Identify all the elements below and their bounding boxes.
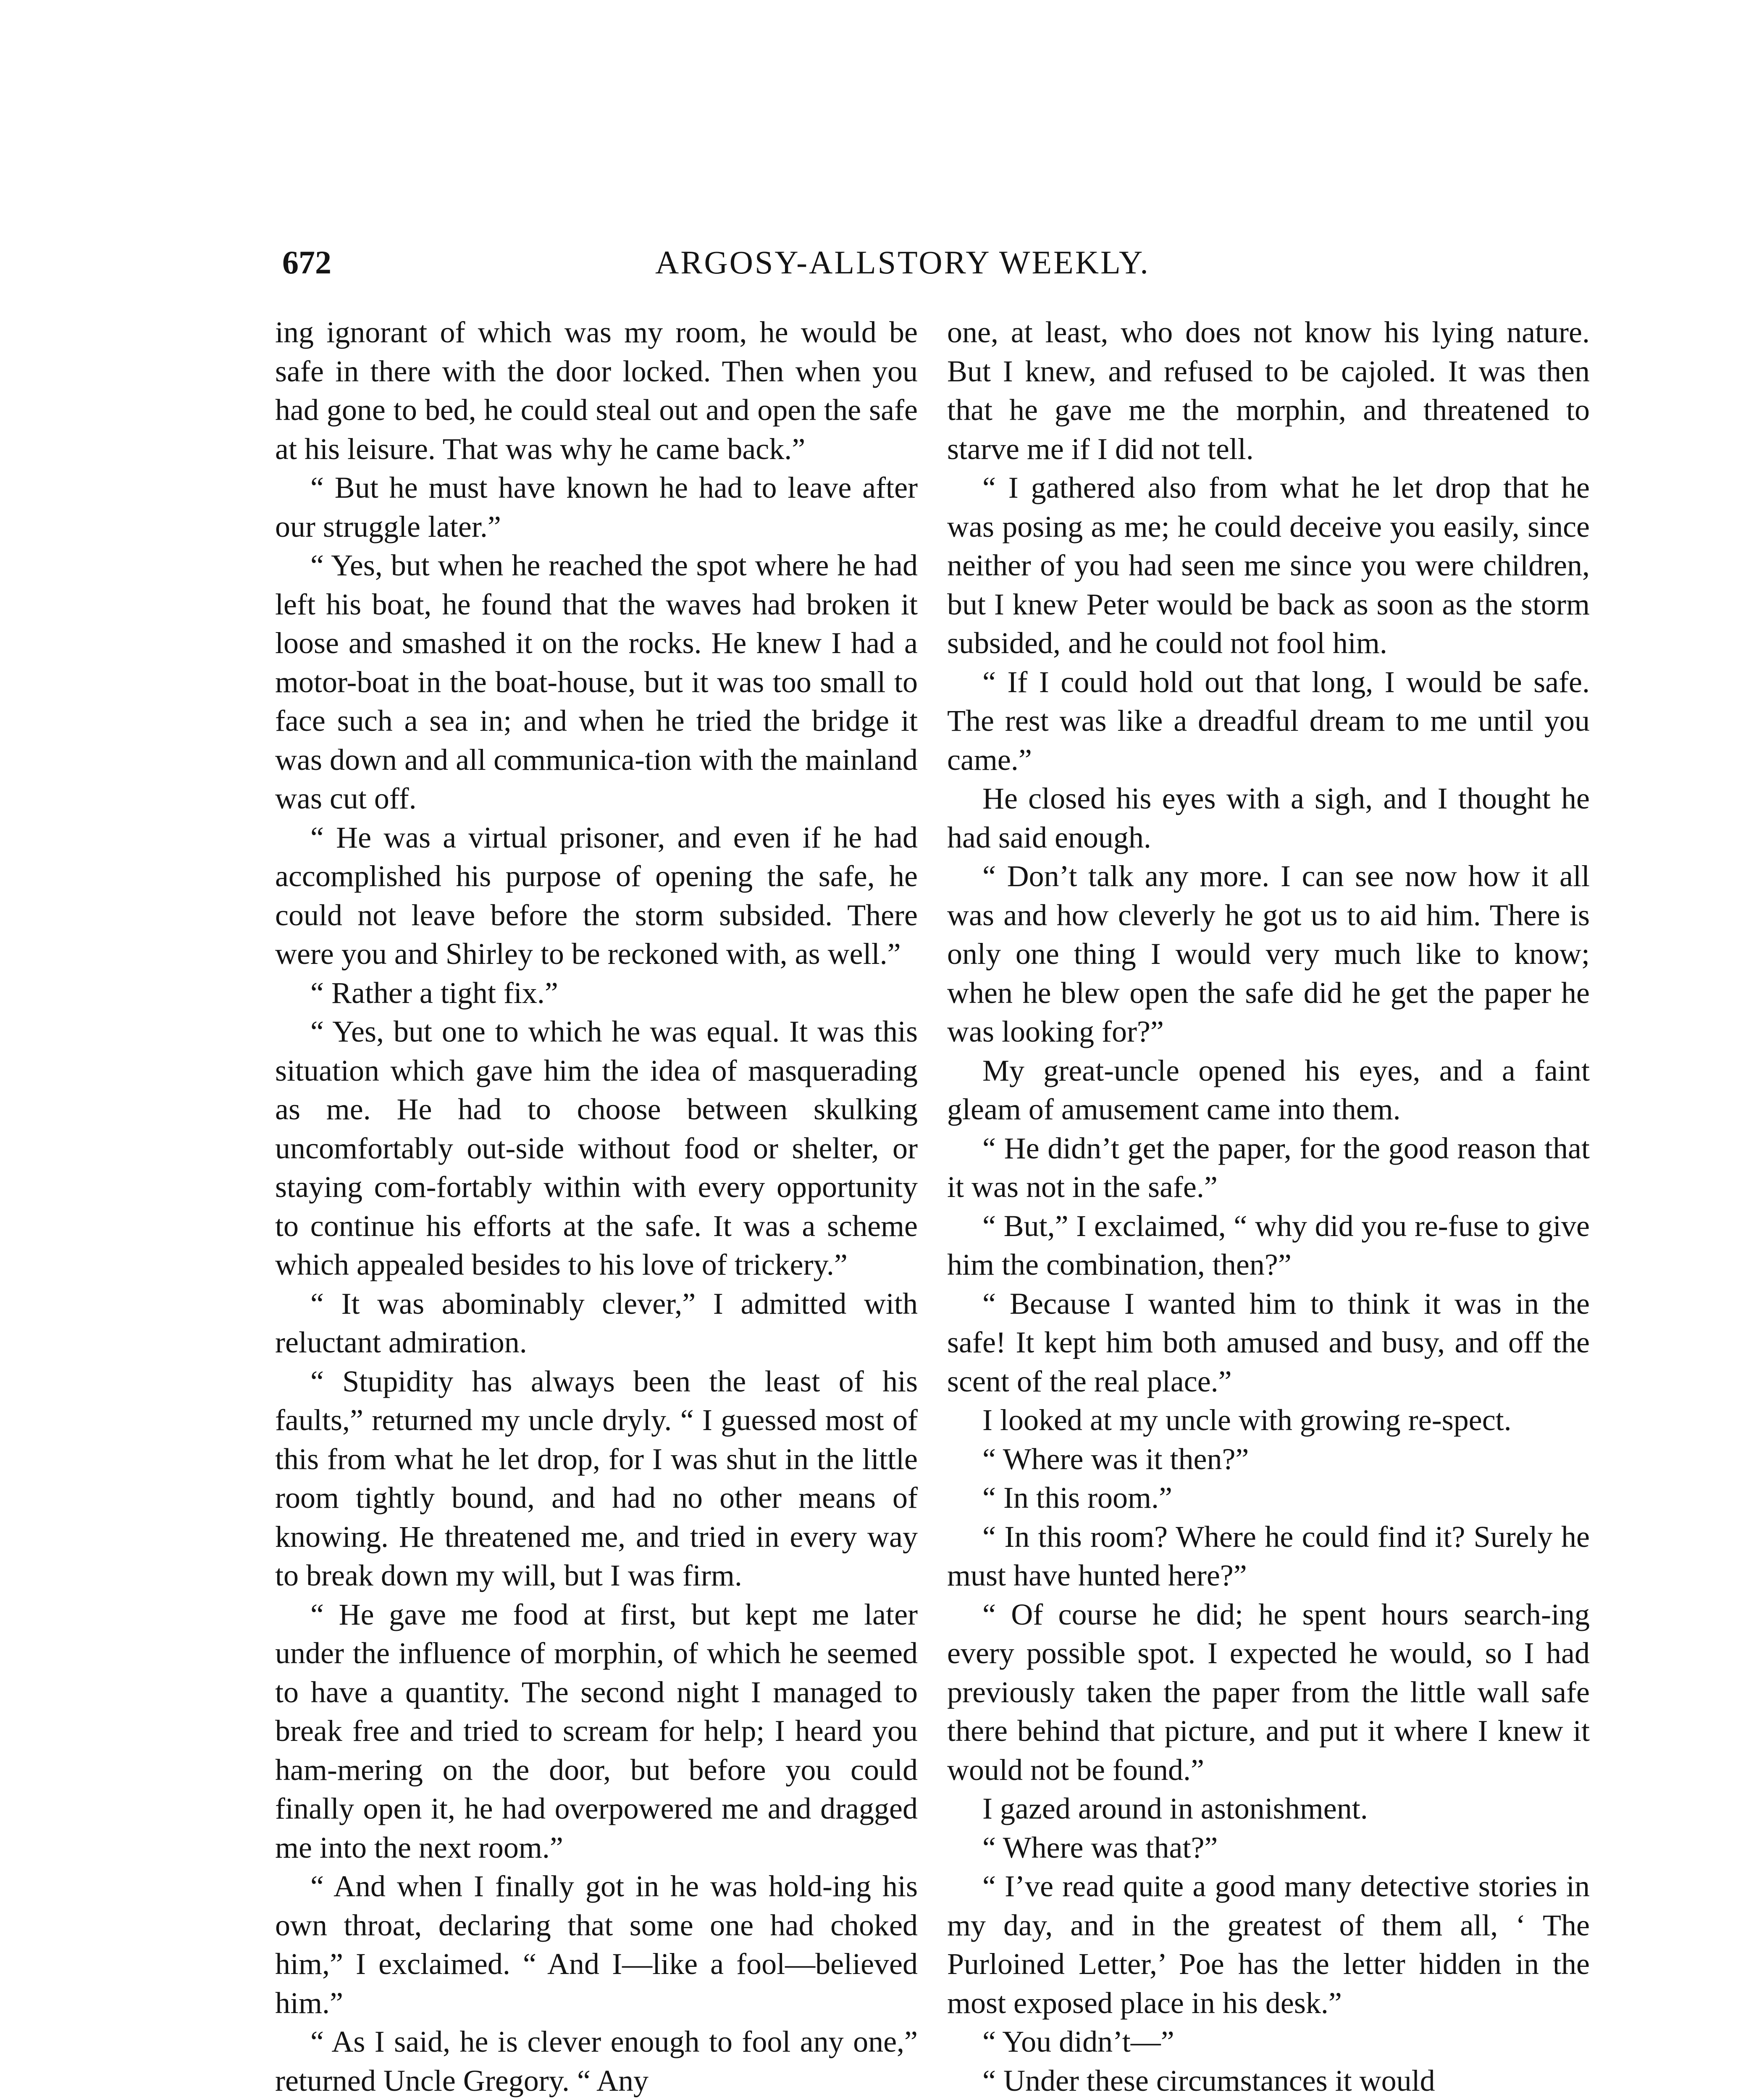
right-text-column [947, 313, 1590, 2100]
page-header [0, 244, 1738, 294]
paragraph: “ If I could hold out that long, I would be safe. The rest was like a dreadful dream to me until you came.” [947, 665, 1590, 777]
paragraph: “ He was a virtual prisoner, and even if he had accomplished his purpose of opening the safe, he could not leave before the storm subsided. There were you and Shirley to be reckoned with, as well.” [275, 820, 918, 971]
paragraph: I looked at my uncle with growing re-spect. [982, 1403, 1512, 1437]
paragraph: “ It was abominably clever,” I admitted with reluctant admiration. [275, 1286, 918, 1359]
paragraph: “ Yes, but when he reached the spot where he had left his boat, he found that the waves had broken it loose and smashed it on the rocks. He knew I had a motor-boat in the boat-house, but it was too small to face such a sea in; and when he tried the bridge it was down and all communica-tion with the mainland was cut off. [275, 549, 918, 815]
paragraph: ing ignorant of which was my room, he would be safe in there with the door locked. Then when you had gone to bed, he could steal out and open the safe at his leisure. That was why he came back.” [275, 315, 918, 466]
paragraph: My great-uncle opened his eyes, and a faint gleam of amusement came into them. [947, 1053, 1590, 1126]
paragraph: “ I’ve read quite a good many detective stories in my day, and in the greatest of them all, ‘ The Purloined Letter,’ Poe has the letter hidden in the most exposed place in his desk.” [947, 1869, 1590, 2020]
paragraph: one, at least, who does not know his lying nature. But I knew, and refused to be cajoled. It was then that he gave me the morphin, and threatened to starve me if I did not tell. [947, 315, 1590, 466]
running-head: ARGOSY-ALLSTORY WEEKLY. [655, 244, 1150, 281]
left-text-column [275, 313, 918, 2100]
paragraph: I gazed around in astonishment. [982, 1792, 1368, 1825]
paragraph: “ In this room? Where he could find it? Surely he must have hunted here?” [947, 1520, 1590, 1592]
page-number: 672 [282, 244, 331, 281]
paragraph: “ But,” I exclaimed, “ why did you re-fuse to give him the combination, then?” [947, 1209, 1590, 1281]
paragraph: “ He gave me food at first, but kept me later under the influence of morphin, of which he seemed to have a quantity. The second night I managed to break free and tried to scream for help; I heard you ham-mering on the door, but before you could finally open it, he had overpowered me and dragged me into the next room.” [275, 1597, 918, 1864]
paragraph: “ And when I finally got in he was hold-ing his own throat, declaring that some one had choked him,” I exclaimed. “ And I—like a fool—believed him.” [275, 1869, 918, 2020]
paragraph: “ Rather a tight fix.” [310, 976, 558, 1010]
paragraph: He closed his eyes with a sigh, and I thought he had said enough. [947, 782, 1590, 854]
paragraph: “ Don’t talk any more. I can see now how it all was and how cleverly he got us to aid him. There is only one thing I would very much like to know; when he blew open the safe did he get the paper he was looking for?” [947, 859, 1590, 1048]
paragraph: “ I gathered also from what he let drop that he was posing as me; he could deceive you easily, since neither of you had seen me since you were children, but I knew Peter would be back as soon as the storm subsided, and he could not fool him. [947, 471, 1590, 660]
paragraph: “ He didn’t get the paper, for the good reason that it was not in the safe.” [947, 1131, 1590, 1204]
paragraph: “ Where was it then?” [982, 1442, 1249, 1476]
paragraph: “ Under these circumstances it would [982, 2063, 1435, 2097]
paragraph: “ Where was that?” [982, 1830, 1218, 1864]
paragraph: “ Of course he did; he spent hours search-ing every possible spot. I expected he would, so I had previously taken the paper from the little wall safe there behind that picture, and put it where I knew it would not be found.” [947, 1597, 1590, 1787]
paragraph: “ As I said, he is clever enough to fool any one,” returned Uncle Gregory. “ Any [275, 2025, 918, 2097]
paragraph: “ But he must have known he had to leave after our struggle later.” [275, 471, 918, 543]
paragraph: “ You didn’t—” [982, 2025, 1174, 2058]
paragraph: “ Yes, but one to which he was equal. It was this situation which gave him the idea of masquerading as me. He had to choose between skulking uncomfortably out-side without food or shelter, or staying com-fortably within with every opportunity to continue his efforts at the safe. It was a scheme which appealed besides to his love of trickery.” [275, 1015, 918, 1281]
paragraph: “ Because I wanted him to think it was in the safe! It kept him both amused and busy, and off the scent of the real place.” [947, 1286, 1590, 1398]
paragraph: “ In this room.” [982, 1481, 1172, 1515]
paragraph: “ Stupidity has always been the least of his faults,” returned my uncle dryly. “ I guessed most of this from what he let drop, for I was shut in the little room tightly bound, and had no other means of knowing. He threatened me, and tried in every way to break down my will, but I was firm. [275, 1364, 918, 1592]
